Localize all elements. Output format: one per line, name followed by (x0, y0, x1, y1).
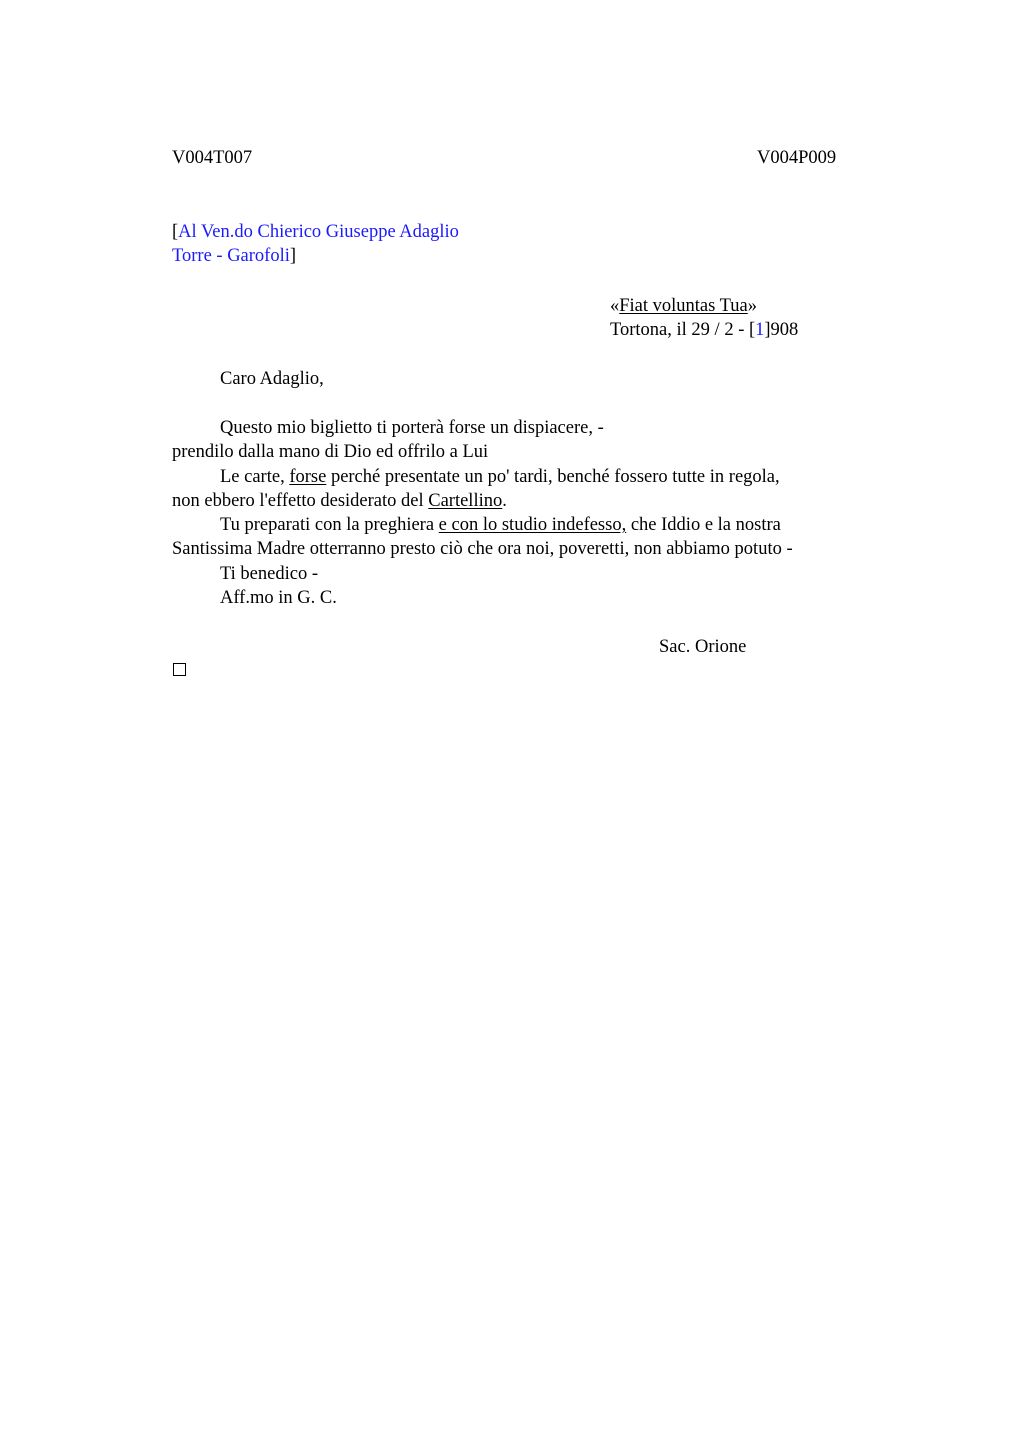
paragraph-1-line-1: Questo mio biglietto ti porterà forse un dispiacere, - (220, 418, 604, 438)
address-open-bracket: [ (172, 222, 179, 242)
motto: «Fiat voluntas Tua» (610, 296, 757, 316)
paragraph-2-line-1: Le carte, forse perché presentate un po' tardi, benché fossero tutte in regola, (220, 467, 780, 487)
address-line-2 (172, 244, 296, 268)
underlined-studio: e con lo studio indefesso, (438, 515, 627, 535)
salutation: Caro Adaglio, (220, 369, 324, 389)
address-close-bracket: ] (289, 246, 297, 266)
document-code-left: V004T007 (172, 148, 253, 168)
paragraph-2-line-2: non ebbero l'effetto desiderato del Cartellino. (172, 491, 507, 511)
closing: Aff.mo in G. C. (220, 588, 337, 608)
checkbox-square-icon (173, 663, 186, 676)
address-recipient: Al Ven.do Chierico Giuseppe Adaglio (178, 222, 459, 242)
motto-text: Fiat voluntas Tua (619, 296, 748, 316)
dateline: Tortona, il 29 / 2 - [1]908 (610, 320, 799, 340)
blessing: Ti benedico - (220, 564, 318, 584)
underlined-forse: forse (289, 467, 327, 487)
document-code-right: V004P009 (757, 148, 837, 168)
address-place: Torre - Garofoli (172, 246, 290, 266)
paragraph-3-line-2: Santissima Madre otterranno presto ciò che ora noi, poveretti, non abbiamo potuto - (172, 539, 793, 559)
paragraph-3-line-1: Tu preparati con la preghiera e con lo studio indefesso, che Iddio e la nostra (220, 515, 781, 535)
dateline-inserted-digit: 1 (755, 320, 765, 340)
address-line-1 (172, 220, 459, 244)
underlined-cartellino: Cartellino (428, 491, 503, 511)
paragraph-1-line-2: prendilo dalla mano di Dio ed offrilo a Lui (172, 442, 489, 462)
signature: Sac. Orione (659, 637, 747, 657)
